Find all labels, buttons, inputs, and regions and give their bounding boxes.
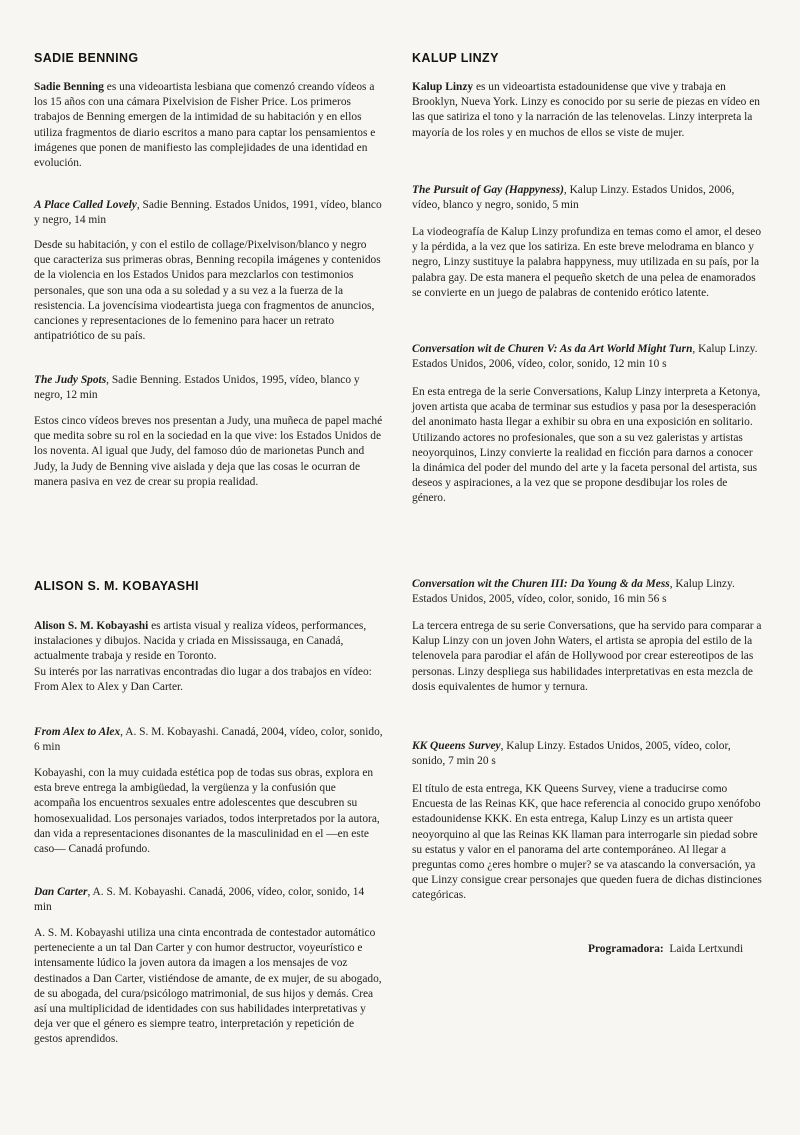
- intro-text: es artista visual y realiza vídeos, performances, instalaciones y dibujos. Nacida y criada en Mississauga, en Canadá, actualmente trabaja y reside en Toronto.: [34, 620, 367, 663]
- intro-text: es una videoartista lesbiana que comenzó creando vídeos a los 15 años con una cámara Pixelvision de Fisher Price. Los primeros trabajos de Benning emergen de la intimidad de su habitación y en ellos utiliza fragmentos de diario escritos a mano para captar los pensamientos e imágenes que ponen de manifiesto las complejidades de una identidad en evolución.: [34, 81, 376, 170]
- intro-paragraph-2: Su interés por las narrativas encontradas dio lugar a dos trabajos en vídeo: From Alex to Alex y Dan Carter.: [34, 665, 372, 693]
- work-title: A Place Called Lovely: [34, 199, 137, 211]
- heading-sadie-benning: SADIE BENNING: [34, 51, 139, 65]
- work-title: Conversation wit de Churen V: As da Art World Might Turn: [412, 343, 693, 355]
- work-title: Conversation wit the Churen III: Da Young & da Mess: [412, 578, 670, 590]
- work-kk-queens-survey: [412, 739, 762, 769]
- intro-name: Kalup Linzy: [412, 81, 474, 93]
- intro-kalup-linzy: [412, 80, 762, 141]
- work-meta: , Sadie Benning. Estados Unidos, 1991, vídeo, blanco y negro, 14 min: [34, 199, 382, 227]
- work-meta: , Kalup Linzy. Estados Unidos, 2006, vídeo, color, sonido, 12 min 10 s: [412, 343, 758, 371]
- work-title: KK Queens Survey: [412, 740, 501, 752]
- work-conversation-v: [412, 342, 762, 372]
- work-desc: La viodeografía de Kalup Linzy profundiza en temas como el amor, el deseo y la pérdida, a la vez que los satiriza. En este breve melodrama en blanco y negro, Linzy sustituye la palabra happyness, muy utilizada en su país, por la palabra gay. De esta manera el pequeño sketch de una pelea de enamorados se convierte en un juego de palabras de contenido erótico latente.: [412, 226, 762, 299]
- heading-kalup-linzy: KALUP LINZY: [412, 51, 499, 65]
- work-pursuit-of-gay: [412, 183, 762, 213]
- work-meta: , Sadie Benning. Estados Unidos, 1995, vídeo, blanco y negro, 12 min: [34, 374, 360, 402]
- intro-name: Alison S. M. Kobayashi: [34, 620, 149, 632]
- work-desc: La tercera entrega de su serie Conversations, que ha servido para comparar a Kalup Linzy con un joven John Waters, el artista se apropia del estilo de la telenovela para parodiar el afán de Hollywood por crear estereotipos de las personas. Linzy despliega sus habilidades interpretativas en esta mezcla de dosis equivalentes de humor y ternura.: [412, 620, 762, 693]
- credit-name: Laida Lertxundi: [669, 943, 744, 955]
- work-desc: A. S. M. Kobayashi utiliza una cinta encontrada de contestador automático perteneciente a un tal Dan Carter y con humor destructor, voyeurístico e intensamente lúdico la joven autora da imagen a los mensajes de voz destinados a Dan Carter, vistiéndose de amante, de ex mujer, de su abogado, de su abogada, del cura/psicólogo matrimonial, de sus hijos y demás. Crea así una multiplicidad de identidades con sus habilidades interpretativas y deja ver que el género es siempre teatro, interpretación y repetición de gestos aprendidos.: [34, 927, 382, 1046]
- work-title: The Pursuit of Gay (Happyness): [412, 184, 564, 196]
- intro-alison-kobayashi: [34, 619, 384, 695]
- work-title: The Judy Spots: [34, 374, 107, 386]
- work-conversation-iii: [412, 577, 762, 607]
- work-meta: , A. S. M. Kobayashi. Canadá, 2006, vídeo, color, sonido, 14 min: [34, 886, 365, 914]
- work-title: From Alex to Alex: [34, 726, 121, 738]
- intro-paragraph: [34, 619, 384, 665]
- work-desc: Kobayashi, con la muy cuidada estética pop de todas sus obras, explora en esta breve entrega la ambigüedad, la vergüenza y la confusión que acompaña los encuentros sexuales entre adolescentes que descubren su homosexualidad. Los personajes variados, todos interpretados por la autora, dan vida a representaciones disonantes de la masculinidad en el —en este caso— Canadá profundo.: [34, 767, 380, 856]
- intro-text: es un videoartista estadounidense que vive y trabaja en Brooklyn, Nueva York. Linzy es conocido por su serie de piezas en vídeo en las que satiriza el tono y la narración de las telenovelas. Linzy interpreta la mayoría de los roles y en muchos de ellos se viste de mujer.: [412, 81, 760, 139]
- work-desc: El título de esta entrega, KK Queens Survey, viene a traducirse como Encuesta de las Reinas KK, que hace referencia al conocido grupo xenófobo estadounidense KKK. En esta entrega, Kalup Linzy es un artista queer neoyorquino al que las Reinas KK llaman para interrogarle sin piedad sobre su estatus y valor en el panorama del arte contemporáneo. Al llegar a preguntas como ¿eres hombre o mujer? se va atascando la conversación, ya que Linzy consigue crear personajes que queden fuera de dichas distinciones categóricas.: [412, 783, 762, 902]
- work-title: Dan Carter: [34, 886, 88, 898]
- programmer-credit: [588, 942, 743, 957]
- heading-alison-kobayashi: ALISON S. M. KOBAYASHI: [34, 579, 199, 593]
- work-desc: Estos cinco vídeos breves nos presentan a Judy, una muñeca de papel maché que medita sobre su rol en la sociedad en la que vive: los Estados Unidos de los noventa. Al igual que Judy, del famoso dúo de marionetas Punch and Judy, la Judy de Benning vive aislada y deja que las cosas le ocurran de manera pasiva en vez de crear su propia realidad.: [34, 415, 383, 488]
- work-a-place-called-lovely: [34, 198, 384, 228]
- credit-label: Programadora:: [588, 943, 664, 955]
- work-desc: En esta entrega de la serie Conversations, Kalup Linzy interpreta a Ketonya, joven artista que acaba de terminar sus estudios y pasa por la desesperación del anonimato hasta llegar a exhibir su obra en una exposición en solitario. Utilizando actores no profesionales, que son a su vez galeristas y artistas neoyorquinos, Linzy convierte la realidad en ficción para darnos a conocer la dinámica del poder del mundo del arte y la faceta personal del artista, sus deseos y aspiraciones, a la vez que se propone desdibujar los roles de género.: [412, 386, 761, 505]
- work-meta: , Kalup Linzy. Estados Unidos, 2005, vídeo, color, sonido, 7 min 20 s: [412, 740, 731, 768]
- work-the-judy-spots: [34, 373, 384, 403]
- work-meta: , Kalup Linzy. Estados Unidos, 2006, vídeo, blanco y negro, sonido, 5 min: [412, 184, 735, 212]
- work-meta: , Kalup Linzy. Estados Unidos, 2005, vídeo, color, sonido, 16 min 56 s: [412, 578, 735, 606]
- work-meta: , A. S. M. Kobayashi. Canadá, 2004, vídeo, color, sonido, 6 min: [34, 726, 383, 754]
- intro-sadie-benning: [34, 80, 384, 171]
- work-from-alex-to-alex: [34, 725, 384, 755]
- intro-name: Sadie Benning: [34, 81, 104, 93]
- work-dan-carter: [34, 885, 384, 915]
- work-desc: Desde su habitación, y con el estilo de collage/Pixelvison/blanco y negro que caracteriza sus primeras obras, Benning recopila imágenes y contenidos de la violencia en los Estados Unidos para mezclarlos con testimonios personales, que son una oda a su soledad y a su vez a la fuerza de la resistencia. La jovencísima viodeartista juega con fragmentos de anuncios, canciones y representaciones de lo femenino para hacer un retrato antipatriótico de su país.: [34, 239, 381, 343]
